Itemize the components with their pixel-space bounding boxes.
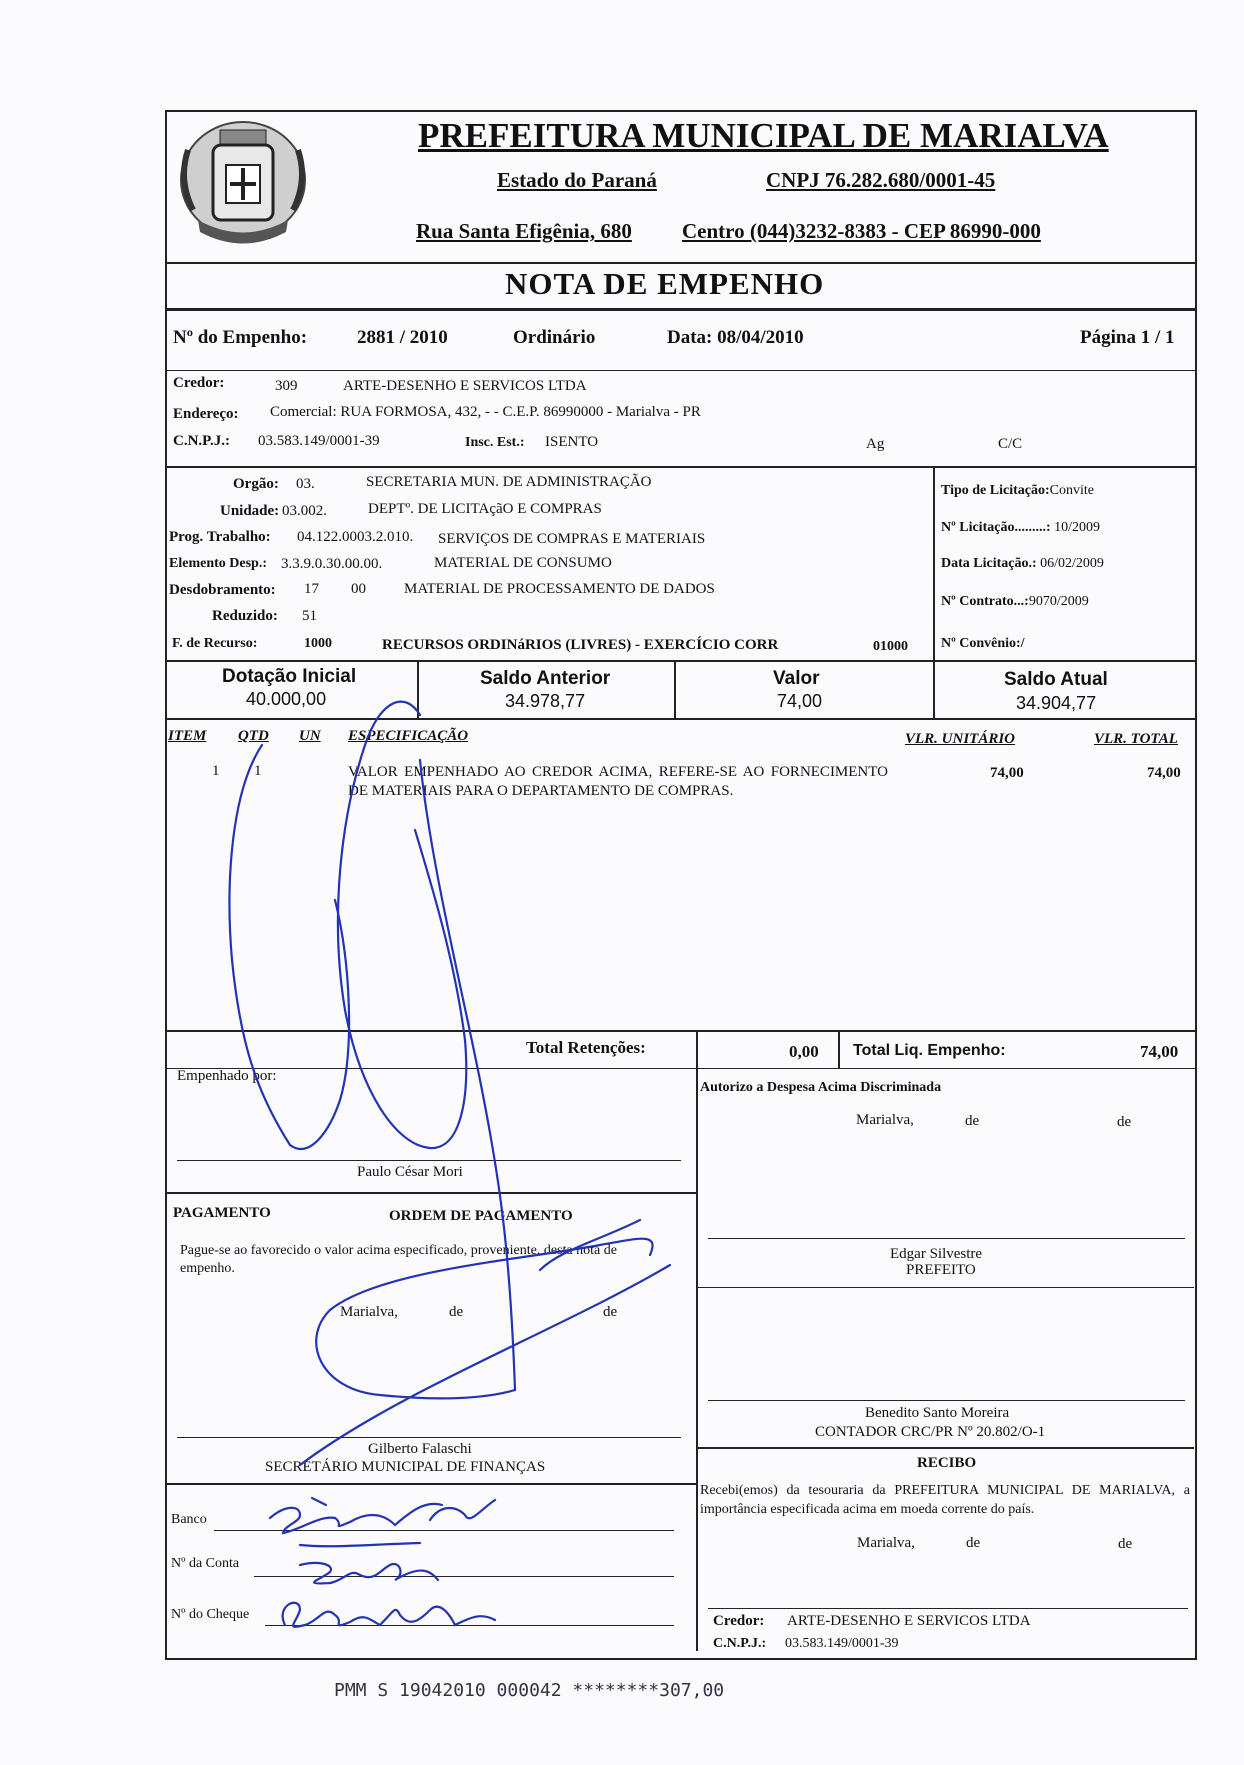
recibo-credor-name: ARTE-DESENHO E SERVICOS LTDA [787,1613,1031,1629]
contador-title: CONTADOR CRC/PR Nº 20.802/O-1 [815,1424,1046,1440]
numero-convenio: Nº Convênio:/ [941,636,1025,651]
org-title: PREFEITURA MUNICIPAL DE MARIALVA [418,116,1109,155]
agency-label: Ag [866,436,885,452]
credor-code: 309 [275,378,298,394]
conta-label: Nº da Conta [171,1556,240,1571]
account-label: C/C [998,436,1023,452]
total-retencoes-label: Total Retenções: [526,1038,646,1057]
numero-licitacao: Nº Licitação.........: 10/2009 [941,520,1100,535]
data-licitacao: Data Licitação.: 06/02/2009 [941,556,1104,571]
contact-label: Centro (044)3232-8383 - CEP 86990-000 [682,219,1041,243]
dotacao-inicial-value: 40.000,00 [246,689,327,709]
col-unit-price-header: VLR. UNITÁRIO [905,731,1016,747]
tipo-licitacao: Tipo de Licitação:Convite [941,483,1094,498]
recibo-text: Recebi(emos) da tesouraria da PREFEITURA MUNICIPAL DE MARIALVA, a importância especificada acima em moeda corrente do país. [700,1483,1190,1517]
insc-est-value: ISENTO [545,434,599,450]
recurso-code: 1000 [304,636,332,651]
autorizo-de-2: de [1117,1114,1132,1130]
unidade-desc: DEPTº. DE LICITAçãO E COMPRAS [368,501,602,517]
ordem-pagamento-label: ORDEM DE PAGAMENTO [389,1208,573,1224]
insc-est-label: Insc. Est.: [465,435,525,450]
col-unit-header: UN [299,728,321,744]
autorizo-place: Marialva, [856,1112,914,1128]
numero-contrato: Nº Contrato...:9070/2009 [941,594,1089,609]
desdobramento-code1: 17 [304,581,319,597]
credor-address: Comercial: RUA FORMOSA, 432, - - C.E.P. 86990000 - Marialva - PR [270,404,701,420]
state-label: Estado do Paraná [497,168,657,192]
valor-label: Valor [773,668,820,689]
footer-stamp: PMM S 19042010 000042 ********307,00 [334,1680,725,1701]
recibo-cnpj-label: C.N.P.J.: [713,1636,767,1651]
col-item-header: ITEM [168,728,207,744]
empenhado-por-name: Paulo César Mori [357,1164,463,1180]
total-retencoes-value: 0,00 [789,1042,819,1061]
col-qty-header: QTD [238,728,269,744]
empenho-number-label: Nº do Empenho: [173,327,308,348]
empenho-type: Ordinário [513,327,596,348]
pagamento-label: PAGAMENTO [173,1205,271,1221]
credor-label: Credor: [173,375,225,391]
cnpj-field-label: C.N.P.J.: [173,433,230,449]
dotacao-inicial-label: Dotação Inicial [222,666,357,687]
cheque-label: Nº do Cheque [171,1607,250,1622]
col-spec-header: ESPECIFICAÇÃO [348,728,469,744]
unidade-code: 03.002. [282,503,327,519]
coat-of-arms-logo [168,110,318,260]
recibo-credor-label: Credor: [713,1613,765,1629]
prog-trabalho-label: Prog. Trabalho: [169,529,271,545]
financas-title: SECRETÁRIO MUNICIPAL DE FINANÇAS [265,1459,546,1475]
empenho-number: 2881 / 2010 [357,327,448,348]
recibo-label: RECIBO [917,1455,977,1471]
contador-name: Benedito Santo Moreira [865,1405,1010,1421]
pagamento-place: Marialva, [340,1304,398,1320]
recibo-de-1: de [966,1535,981,1551]
pagamento-text: Pague-se ao favorecido o valor acima especificado, proveniente, desta nota de empenho. [180,1243,617,1276]
saldo-anterior-label: Saldo Anterior [480,668,611,689]
item-total: 74,00 [1147,765,1181,781]
banco-label: Banco [171,1512,207,1527]
saldo-anterior-value: 34.978,77 [505,691,586,711]
unidade-label: Unidade: [220,503,280,519]
total-liq-label: Total Liq. Empenho: [853,1042,1006,1059]
prefeito-title: PREFEITO [906,1262,976,1278]
recibo-de-2: de [1118,1536,1133,1552]
prefeito-name: Edgar Silvestre [890,1246,983,1262]
prog-trabalho-desc: SERVIÇOS DE COMPRAS E MATERIAIS [438,531,706,547]
recibo-cnpj-value: 03.583.149/0001-39 [785,1636,899,1651]
elemento-desp-code: 3.3.9.0.30.00.00. [281,556,383,572]
credor-name: ARTE-DESENHO E SERVICOS LTDA [343,378,587,394]
elemento-desp-label: Elemento Desp.: [169,556,267,571]
recibo-place: Marialva, [857,1535,915,1551]
saldo-atual-label: Saldo Atual [1004,669,1108,690]
credor-cnpj: 03.583.149/0001-39 [258,433,380,449]
desdobramento-desc: MATERIAL DE PROCESSAMENTO DE DADOS [404,581,715,597]
empenho-date: Data: 08/04/2010 [667,327,804,348]
cnpj-label: CNPJ 76.282.680/0001-45 [766,168,996,192]
pagamento-de-2: de [603,1304,618,1320]
pagamento-de-1: de [449,1304,464,1320]
item-unit-price: 74,00 [990,765,1024,781]
page-indicator: Página 1 / 1 [1080,327,1175,348]
saldo-atual-value: 34.904,77 [1016,693,1097,713]
address-field-label: Endereço: [173,406,239,422]
address-label: Rua Santa Efigênia, 680 [416,219,632,243]
financas-name: Gilberto Falaschi [368,1441,472,1457]
item-number: 1 [212,763,220,779]
total-liq-value: 74,00 [1140,1042,1179,1061]
item-qty: 1 [254,763,262,779]
col-total-header: VLR. TOTAL [1094,731,1178,747]
autorizo-de-1: de [965,1113,980,1129]
recurso-desc: RECURSOS ORDINáRIOS (LIVRES) - EXERCÍCIO CORR [382,637,779,653]
item-description: VALOR EMPENHADO AO CREDOR ACIMA, REFERE-SE AO FORNECIMENTO DE MATERIAIS PARA O DEPARTAMENTO DE COMPRAS. [348,764,888,799]
orgao-desc: SECRETARIA MUN. DE ADMINISTRAÇÃO [366,474,652,490]
valor-value: 74,00 [777,691,823,711]
reduzido-value: 51 [302,608,317,624]
elemento-desp-desc: MATERIAL DE CONSUMO [434,555,612,571]
orgao-label: Orgão: [233,476,279,492]
prog-trabalho-code: 04.122.0003.2.010. [297,529,414,545]
recurso-label: F. de Recurso: [172,636,258,651]
desdobramento-label: Desdobramento: [169,582,276,598]
recurso-fonte: 01000 [873,639,908,654]
reduzido-label: Reduzido: [212,608,278,624]
doc-title: NOTA DE EMPENHO [505,266,825,301]
orgao-code: 03. [296,476,315,492]
empenhado-por-label: Empenhado por: [177,1068,277,1084]
desdobramento-code2: 00 [351,581,366,597]
autorizo-label: Autorizo a Despesa Acima Discriminada [700,1080,942,1095]
